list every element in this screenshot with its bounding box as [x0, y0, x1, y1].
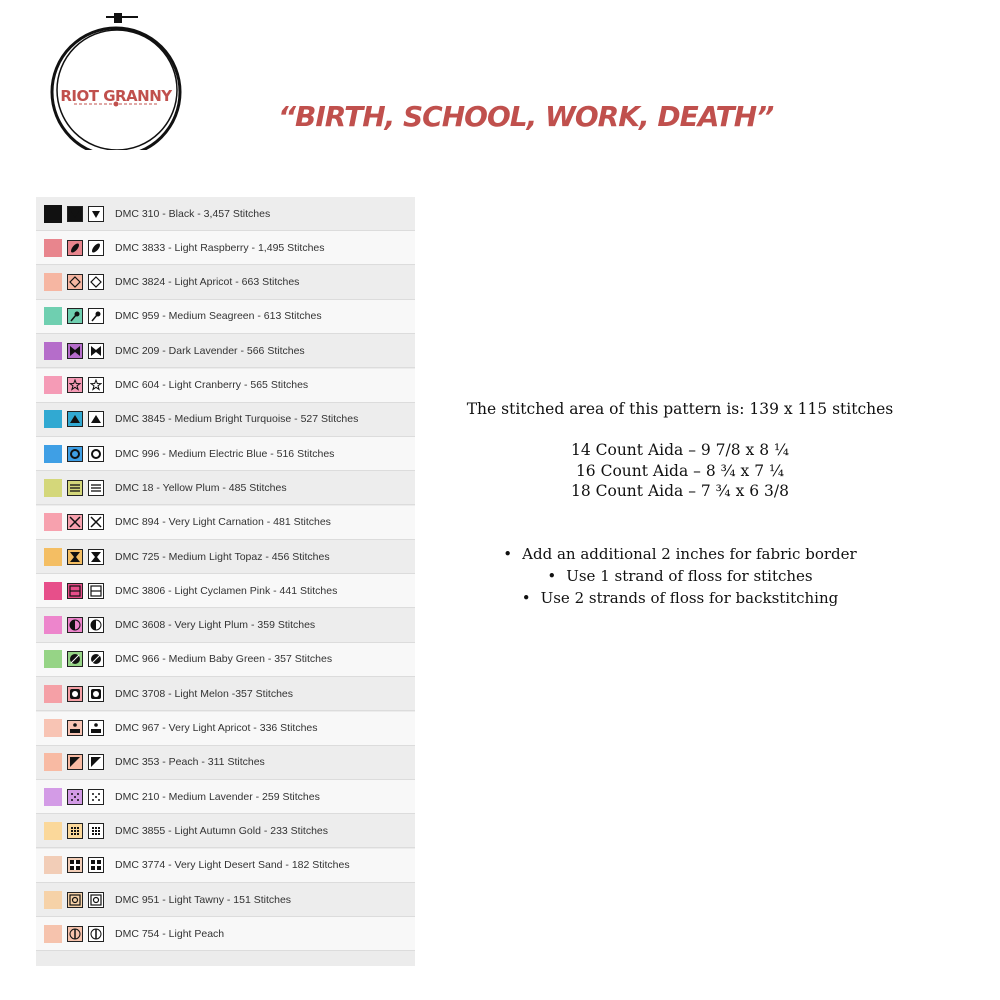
- heart-icon: [67, 206, 83, 222]
- logo-text: RIOT GRANNY: [60, 87, 172, 105]
- lines-icon: [67, 480, 83, 496]
- legend-label: DMC 996 - Medium Electric Blue - 516 Stitches: [115, 447, 335, 460]
- plus-box-icon: [67, 857, 83, 873]
- legend-label: DMC 754 - Light Peach: [115, 927, 225, 940]
- diagonal-half-icon: [67, 754, 83, 770]
- legend-row: [36, 574, 415, 608]
- legend-row: [36, 814, 415, 848]
- ring-icon: [88, 446, 104, 462]
- legend-label: DMC 966 - Medium Baby Green - 357 Stitches: [115, 653, 333, 666]
- legend-label: DMC 3824 - Light Apricot - 663 Stitches: [115, 276, 300, 289]
- leaf-icon: [88, 240, 104, 256]
- color-swatch: [44, 650, 62, 668]
- hourglass-icon: [67, 549, 83, 565]
- legend-row: [36, 506, 415, 540]
- legend-label: DMC 3774 - Very Light Desert Sand - 182 Stitches: [115, 859, 350, 872]
- legend-row: [36, 197, 415, 231]
- color-swatch: [44, 342, 62, 360]
- legend-row: [36, 540, 415, 574]
- legend-row: [36, 883, 415, 917]
- legend-label: DMC 725 - Medium Light Topaz - 456 Stitches: [115, 550, 330, 563]
- color-swatch: [44, 822, 62, 840]
- split-box-icon: [67, 583, 83, 599]
- diagonal-half-icon: [88, 754, 104, 770]
- hourglass-icon: [88, 549, 104, 565]
- star-icon: [88, 377, 104, 393]
- dots-icon: [88, 789, 104, 805]
- heart-icon: [88, 206, 104, 222]
- square-ring-icon: [88, 686, 104, 702]
- aida-size-16: 16 Count Aida – 8 ¾ x 7 ¼: [575, 461, 785, 480]
- bowtie-icon: [88, 343, 104, 359]
- color-swatch: [44, 307, 62, 325]
- legend-label: DMC 3608 - Very Light Plum - 359 Stitches: [115, 619, 316, 632]
- color-swatch: [44, 205, 62, 223]
- leaf-icon: [67, 240, 83, 256]
- aida-sizes: [420, 440, 940, 502]
- slashed-circle-icon: [88, 651, 104, 667]
- legend-label: DMC 210 - Medium Lavender - 259 Stitches: [115, 790, 320, 803]
- color-swatch: [44, 376, 62, 394]
- triangle-icon: [88, 411, 104, 427]
- dots-icon: [67, 789, 83, 805]
- legend-label: DMC 18 - Yellow Plum - 485 Stitches: [115, 481, 287, 494]
- note-item: • Add an additional 2 inches for fabric border: [503, 545, 857, 563]
- legend-label: DMC 209 - Dark Lavender - 566 Stitches: [115, 344, 305, 357]
- star-icon: [67, 377, 83, 393]
- cross-icon: [67, 514, 83, 530]
- legend-row: [36, 471, 415, 505]
- color-swatch: [44, 548, 62, 566]
- legend-row: [36, 643, 415, 677]
- legend-label: DMC 604 - Light Cranberry - 565 Stitches: [115, 379, 309, 391]
- legend-row: [36, 334, 415, 368]
- triangle-icon: [67, 411, 83, 427]
- floss-legend: [36, 197, 415, 966]
- riot-granny-logo: [46, 10, 186, 150]
- color-swatch: [44, 891, 62, 909]
- color-swatch: [44, 616, 62, 634]
- legend-label: DMC 353 - Peach - 311 Stitches: [115, 756, 265, 769]
- color-swatch: [44, 719, 62, 737]
- plus-box-icon: [88, 857, 104, 873]
- legend-row: [36, 300, 415, 334]
- color-swatch: [44, 239, 62, 257]
- grid-dots-icon: [67, 823, 83, 839]
- legend-row: [36, 437, 415, 471]
- target-box-icon: [67, 892, 83, 908]
- legend-label: DMC 967 - Very Light Apricot - 336 Stitches: [115, 722, 318, 734]
- legend-label: DMC 310 - Black - 3,457 Stitches: [115, 207, 271, 220]
- legend-row: [36, 712, 415, 746]
- half-circle-icon: [88, 617, 104, 633]
- legend-label: DMC 959 - Medium Seagreen - 613 Stitches: [115, 310, 322, 323]
- diamond-icon: [88, 274, 104, 290]
- color-swatch: [44, 479, 62, 497]
- legend-label: DMC 3833 - Light Raspberry - 1,495 Stitches: [115, 241, 325, 254]
- color-swatch: [44, 753, 62, 771]
- note-item: • Use 2 strands of floss for backstitching: [521, 589, 839, 607]
- color-swatch: [44, 273, 62, 291]
- legend-label: DMC 894 - Very Light Carnation - 481 Stitches: [115, 516, 331, 529]
- pin-icon: [67, 308, 83, 324]
- legend-row: [36, 369, 415, 403]
- color-swatch: [44, 445, 62, 463]
- split-box-icon: [88, 583, 104, 599]
- legend-row: [36, 917, 415, 951]
- half-circle-icon: [67, 617, 83, 633]
- legend-label: DMC 951 - Light Tawny - 151 Stitches: [115, 893, 292, 906]
- bowtie-icon: [67, 343, 83, 359]
- note-item: • Use 1 strand of floss for stitches: [547, 567, 813, 585]
- legend-label: DMC 3806 - Light Cyclamen Pink - 441 Stitches: [115, 584, 338, 597]
- legend-row: [36, 746, 415, 780]
- embroidery-hoop-icon: [46, 10, 186, 150]
- color-swatch: [44, 582, 62, 600]
- lines-icon: [88, 480, 104, 496]
- target-box-icon: [88, 892, 104, 908]
- person-icon: [88, 720, 104, 736]
- legend-label: DMC 3855 - Light Autumn Gold - 233 Stitches: [115, 824, 329, 837]
- color-swatch: [44, 410, 62, 428]
- legend-label: DMC 3845 - Medium Bright Turquoise - 527 Stitches: [115, 413, 359, 426]
- circle-bar-icon: [88, 926, 104, 942]
- color-swatch: [44, 788, 62, 806]
- grid-dots-icon: [88, 823, 104, 839]
- cross-icon: [88, 514, 104, 530]
- legend-row: [36, 266, 415, 300]
- color-swatch: [44, 513, 62, 531]
- color-swatch: [44, 685, 62, 703]
- aida-size-18: 18 Count Aida – 7 ¾ x 6 3/8: [570, 482, 790, 500]
- legend-row: [36, 609, 415, 643]
- square-ring-icon: [67, 686, 83, 702]
- color-swatch: [44, 925, 62, 943]
- legend-row: [36, 677, 415, 711]
- circle-bar-icon: [67, 926, 83, 942]
- stitched-area-text: The stitched area of this pattern is: 139 x 115 stitches: [466, 400, 894, 418]
- legend-row: [36, 403, 415, 437]
- legend-row: [36, 231, 415, 265]
- aida-size-14: 14 Count Aida – 9 7/8 x 8 ¼: [570, 441, 790, 459]
- color-swatch: [44, 856, 62, 874]
- person-icon: [67, 720, 83, 736]
- notes-list: [420, 543, 940, 609]
- legend-row: [36, 780, 415, 814]
- legend-row: [36, 849, 415, 883]
- slashed-circle-icon: [67, 651, 83, 667]
- page-title: “BIRTH, SCHOOL, WORK, DEATH”: [278, 100, 774, 133]
- pin-icon: [88, 308, 104, 324]
- legend-label: DMC 3708 - Light Melon -357 Stitches: [115, 687, 294, 700]
- ring-icon: [67, 446, 83, 462]
- diamond-icon: [67, 274, 83, 290]
